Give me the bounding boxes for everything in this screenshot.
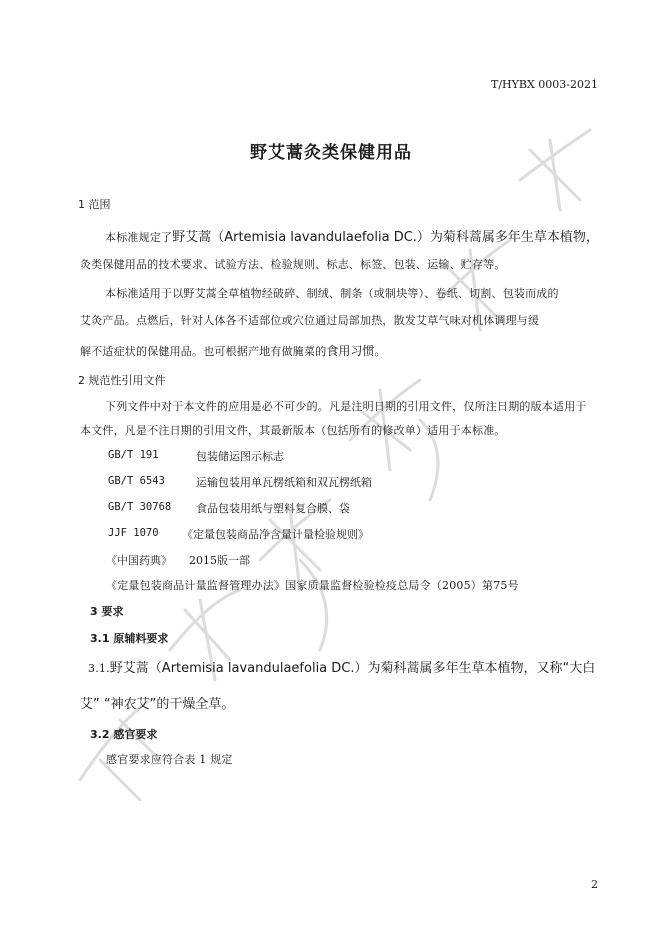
- para1-mixed: 野艾蒿（Artemisia lavandulaefolia DC.）为菊科蒿属多年生草本植物，: [172, 230, 599, 245]
- para1-prefix: 本标准规定了: [105, 231, 173, 244]
- section-3-1-heading: 3.1 原辅料要求: [90, 632, 169, 645]
- section-3-2-heading: 3.2 感官要求: [90, 728, 158, 741]
- section-1-para2-line1: 本标准适用于以野艾蒿全草植物经破碎、制绒、制条（或制块等）、卷纸、切割、包装而成的: [105, 287, 559, 300]
- para2-line3-main: 解不适症状的保健用品。也可根据产地有做腌菜的: [80, 345, 327, 358]
- section-1-para1-line1: [105, 226, 599, 245]
- clause-text: 野艾蒿（Artemisia lavandulaefolia DC.）为菊科蒿属多年生草本植物，又称“大白: [109, 661, 596, 676]
- page-number: 2: [591, 878, 598, 891]
- section-2-intro-line2: 本文件，凡是不注日期的引用文件，其最新版本（包括所有的修改单）适用于本标准。: [80, 424, 506, 437]
- ref-last: 《定量包装商品计量监督管理办法》国家质量监督检验检疫总局令（2005）第75号: [106, 579, 519, 592]
- section-1-para2-line3: [80, 340, 386, 359]
- ref-name: 2015版一部: [189, 554, 250, 567]
- ref-name: 包装储运图示标志: [196, 450, 284, 463]
- ref-name: 食品包装用纸与塑料复合膜、袋: [196, 502, 350, 515]
- section-3-heading: 3 要求: [90, 605, 124, 618]
- ref-code: 《中国药典》: [106, 554, 172, 567]
- ref-code: GB/T 191: [108, 449, 159, 461]
- ref-code: JJF 1070: [108, 527, 159, 539]
- ref-name: 《定量包装商品净含量计量检验规则》: [182, 528, 369, 541]
- section-3-2-text: 感官要求应符合表 1 规定: [106, 753, 233, 766]
- section-3-1-line2: 艾” “神农艾”的干燥全草。: [80, 697, 235, 712]
- ref-name: 运输包装用单瓦楞纸箱和双瓦楞纸箱: [196, 476, 372, 489]
- ref-code: GB/T 30768: [108, 501, 172, 513]
- section-1-para2-line2: 艾灸产品。点燃后，针对人体各不适部位或穴位通过局部加热，散发艾草气味对机体调理与缓: [80, 314, 540, 327]
- section-1-para1-line2: 灸类保健用品的技术要求、试验方法、检验规则、标志、标签、包装、运输、贮存等。: [80, 258, 506, 271]
- ref-code: GB/T 6543: [108, 475, 165, 487]
- section-3-1-line1: [88, 657, 595, 676]
- document-title: 野艾蒿灸类保健用品: [250, 143, 412, 163]
- clause-number: 3.1.: [88, 662, 110, 675]
- section-1-heading: 1 范围: [78, 198, 111, 211]
- section-2-intro-line1: 下列文件中对于本文件的应用是必不可少的。凡是注明日期的引用文件，仅所注日期的版本适用于: [105, 400, 587, 413]
- standard-code: T/HYBX 0003-2021: [490, 78, 598, 91]
- section-2-heading: 2 规范性引用文件: [78, 374, 166, 387]
- para2-line3-tail: 食用习惯。: [326, 344, 387, 358]
